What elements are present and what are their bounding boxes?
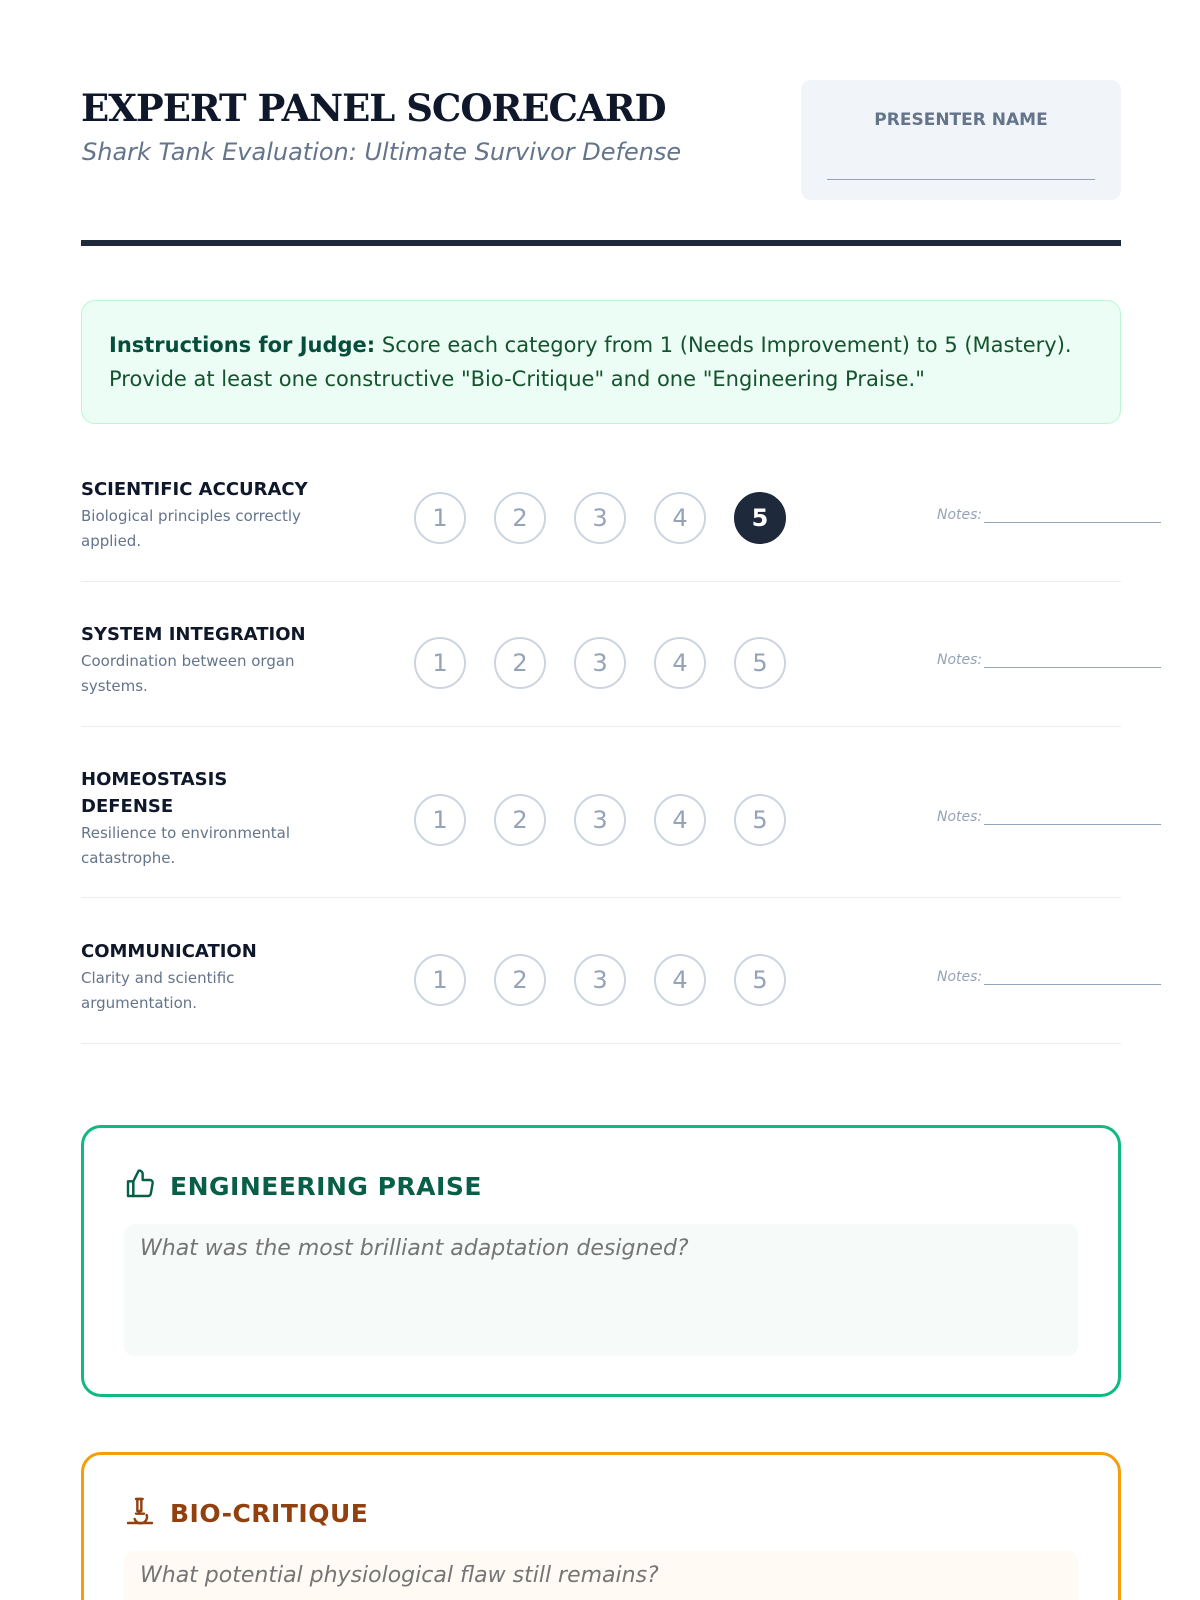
- score-option-2[interactable]: 2: [494, 637, 546, 689]
- criterion-title: HOMEOSTASIS DEFENSE: [81, 769, 228, 817]
- score-option-1[interactable]: 1: [414, 637, 466, 689]
- score-option-1[interactable]: 1: [414, 794, 466, 846]
- presenter-name-label: PRESENTER NAME: [874, 110, 1048, 130]
- score-selector: [414, 637, 786, 689]
- score-option-4[interactable]: 4: [654, 637, 706, 689]
- notes-label: Notes:: [937, 809, 983, 825]
- notes-label: Notes:: [937, 507, 983, 523]
- notes-field: [937, 507, 1121, 523]
- criterion-title: SYSTEM INTEGRATION: [81, 624, 306, 645]
- panel-header: [124, 1495, 368, 1532]
- criterion-title: SCIENTIFIC ACCURACY: [81, 479, 308, 500]
- notes-field: [937, 809, 1121, 825]
- header-divider: [81, 240, 1121, 246]
- criterion-description: Coordination between organ systems.: [81, 652, 295, 695]
- score-option-5[interactable]: 5: [734, 637, 786, 689]
- notes-input[interactable]: [984, 507, 1161, 523]
- criterion-row-communication: [81, 932, 1121, 1044]
- panel-header: [124, 1168, 482, 1205]
- presenter-name-input[interactable]: [827, 170, 1095, 180]
- scorecard-header: [81, 80, 1121, 200]
- score-option-2[interactable]: 2: [494, 954, 546, 1006]
- score-selector: [414, 492, 786, 544]
- notes-field: [937, 652, 1121, 668]
- notes-label: Notes:: [937, 969, 983, 985]
- score-option-5-selected[interactable]: 5: [734, 492, 786, 544]
- critique-textarea[interactable]: [124, 1551, 1078, 1600]
- notes-input[interactable]: [984, 652, 1161, 668]
- score-option-1[interactable]: 1: [414, 954, 466, 1006]
- score-option-3[interactable]: 3: [574, 954, 626, 1006]
- criterion-row-scientific-accuracy: [81, 470, 1121, 582]
- score-option-2[interactable]: 2: [494, 794, 546, 846]
- score-option-5[interactable]: 5: [734, 794, 786, 846]
- criterion-description: Resilience to environmental catastrophe.: [81, 824, 290, 867]
- score-selector: [414, 794, 786, 846]
- instructions-text: Score each category from 1 (Needs Improvement) to 5 (Mastery). Provide at least one constructive "Bio-Critique" and one "Engineering Praise.": [109, 333, 1072, 391]
- score-selector: [414, 954, 786, 1006]
- score-option-3[interactable]: 3: [574, 492, 626, 544]
- engineering-praise-panel: [81, 1125, 1121, 1397]
- panel-title: ENGINEERING PRAISE: [170, 1172, 482, 1201]
- score-option-2[interactable]: 2: [494, 492, 546, 544]
- notes-field: [937, 969, 1121, 985]
- instructions-lead: Instructions for Judge:: [109, 333, 376, 357]
- score-option-4[interactable]: 4: [654, 794, 706, 846]
- criterion-description: Clarity and scientific argumentation.: [81, 969, 235, 1012]
- score-option-4[interactable]: 4: [654, 954, 706, 1006]
- notes-label: Notes:: [937, 652, 983, 668]
- criterion-description: Biological principles correctly applied.: [81, 507, 301, 550]
- microscope-icon: [124, 1495, 156, 1532]
- page-subtitle: Shark Tank Evaluation: Ultimate Survivor Defense: [82, 138, 682, 166]
- notes-input[interactable]: [984, 809, 1161, 825]
- criterion-title: COMMUNICATION: [81, 941, 257, 962]
- score-option-3[interactable]: 3: [574, 794, 626, 846]
- panel-title: BIO-CRITIQUE: [170, 1499, 369, 1528]
- score-option-3[interactable]: 3: [574, 637, 626, 689]
- notes-input[interactable]: [984, 969, 1161, 985]
- criterion-row-homeostasis-defense: [81, 760, 1121, 898]
- bio-critique-panel: [81, 1452, 1121, 1600]
- praise-textarea[interactable]: [124, 1224, 1078, 1356]
- score-option-4[interactable]: 4: [654, 492, 706, 544]
- thumbs-up-icon: [124, 1168, 156, 1205]
- score-option-1[interactable]: 1: [414, 492, 466, 544]
- presenter-name-box: [801, 80, 1121, 200]
- score-option-5[interactable]: 5: [734, 954, 786, 1006]
- criterion-row-system-integration: [81, 615, 1121, 727]
- page-title: EXPERT PANEL SCORECARD: [81, 86, 666, 130]
- instructions-box: [81, 300, 1121, 424]
